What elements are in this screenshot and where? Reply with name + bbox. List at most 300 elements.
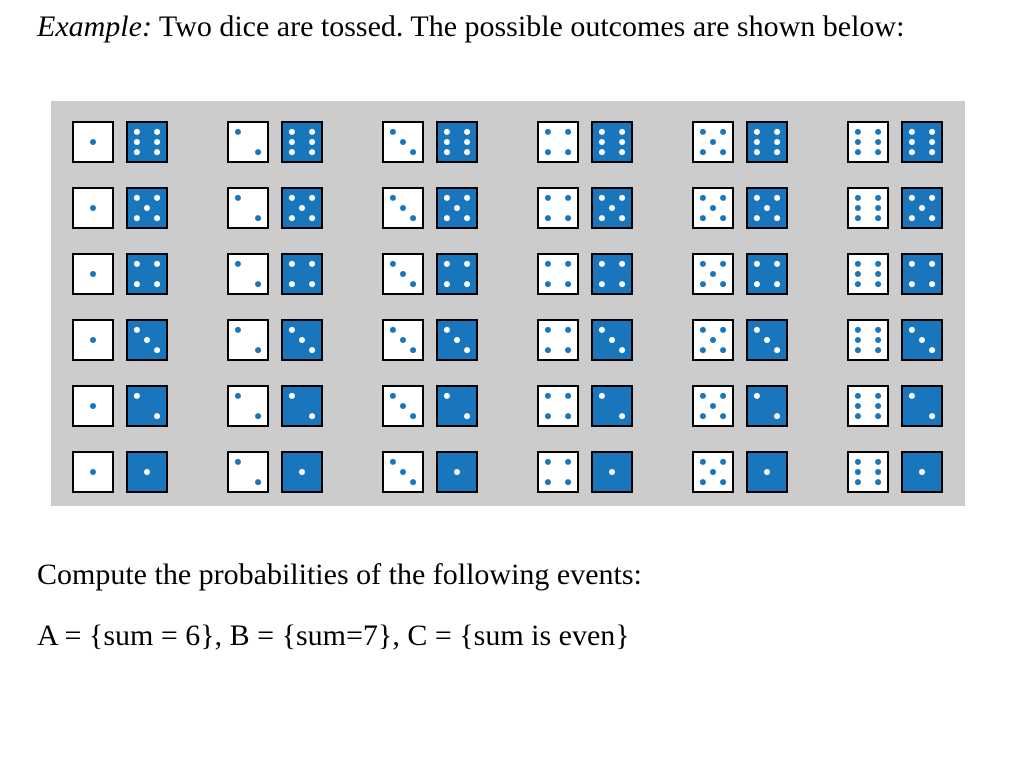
blue-die <box>437 188 477 228</box>
die-pip <box>309 281 315 287</box>
die-pip <box>700 479 706 485</box>
die-pip <box>929 281 935 287</box>
die-pip <box>400 271 406 277</box>
die-pip <box>875 195 881 201</box>
die-pip <box>909 149 915 155</box>
die-pip <box>700 195 706 201</box>
die-face <box>902 254 942 294</box>
die-pip <box>875 469 881 475</box>
die-pip <box>464 347 470 353</box>
die-pip <box>609 337 615 343</box>
white-die <box>848 122 888 162</box>
die-pip <box>444 281 450 287</box>
die-pip <box>754 215 760 221</box>
white-die <box>73 188 113 228</box>
die-pip <box>255 281 261 287</box>
blue-die <box>282 122 322 162</box>
die-pip <box>754 327 760 333</box>
die-pip <box>700 261 706 267</box>
die-face <box>127 254 167 294</box>
die-pip <box>754 281 760 287</box>
die-pip <box>720 215 726 221</box>
die-pip <box>390 459 396 465</box>
die-pip <box>774 413 780 419</box>
die-pip <box>754 149 760 155</box>
die-pip <box>599 139 605 145</box>
die-face <box>282 254 322 294</box>
white-die <box>693 122 733 162</box>
die-pip <box>700 327 706 333</box>
die-face <box>228 386 268 426</box>
white-die <box>848 188 888 228</box>
die-pip <box>929 261 935 267</box>
die-pip <box>929 129 935 135</box>
white-die <box>848 452 888 492</box>
die-pip <box>134 195 140 201</box>
blue-die <box>747 452 787 492</box>
white-die <box>848 320 888 360</box>
die-pip <box>855 347 861 353</box>
die-pip <box>565 149 571 155</box>
die-pip <box>754 261 760 267</box>
die-pip <box>309 129 315 135</box>
die-pip <box>390 129 396 135</box>
die-pip <box>154 347 160 353</box>
die-pip <box>410 413 416 419</box>
example-label: Example: <box>37 10 152 43</box>
die-face <box>538 386 578 426</box>
die-face <box>902 122 942 162</box>
die-face <box>848 254 888 294</box>
die-pip <box>289 129 295 135</box>
die-pip <box>909 281 915 287</box>
die-pip <box>710 271 716 277</box>
die-pip <box>90 271 96 277</box>
die-pip <box>700 413 706 419</box>
die-pip <box>134 261 140 267</box>
die-pip <box>144 469 150 475</box>
die-pip <box>134 215 140 221</box>
die-pip <box>545 281 551 287</box>
die-pip <box>919 205 925 211</box>
die-face <box>592 386 632 426</box>
die-pip <box>565 327 571 333</box>
die-pip <box>619 215 625 221</box>
die-face <box>437 386 477 426</box>
die-pip <box>855 271 861 277</box>
blue-die <box>747 122 787 162</box>
die-pip <box>774 347 780 353</box>
dice-outcomes-panel <box>51 101 965 506</box>
die-pip <box>90 139 96 145</box>
die-pip <box>134 149 140 155</box>
die-pip <box>545 261 551 267</box>
blue-die <box>127 188 167 228</box>
die-pip <box>875 479 881 485</box>
die-pip <box>545 149 551 155</box>
die-pip <box>454 205 460 211</box>
die-pip <box>700 347 706 353</box>
die-face <box>747 254 787 294</box>
blue-die <box>747 320 787 360</box>
die-pip <box>309 347 315 353</box>
die-pip <box>774 149 780 155</box>
die-pip <box>619 149 625 155</box>
die-pip <box>875 129 881 135</box>
die-pip <box>565 195 571 201</box>
die-pip <box>154 149 160 155</box>
die-face <box>127 386 167 426</box>
die-pip <box>235 261 241 267</box>
die-face <box>228 188 268 228</box>
die-pip <box>619 281 625 287</box>
blue-die <box>747 386 787 426</box>
die-pip <box>599 195 605 201</box>
white-die <box>228 188 268 228</box>
die-pip <box>619 195 625 201</box>
die-pip <box>855 195 861 201</box>
die-pip <box>710 205 716 211</box>
die-pip <box>774 261 780 267</box>
die-pip <box>255 347 261 353</box>
die-pip <box>875 347 881 353</box>
die-pip <box>875 261 881 267</box>
die-pip <box>545 129 551 135</box>
white-die <box>693 386 733 426</box>
die-pip <box>855 261 861 267</box>
blue-die <box>902 386 942 426</box>
die-pip <box>720 261 726 267</box>
die-pip <box>929 149 935 155</box>
die-pip <box>464 129 470 135</box>
die-pip <box>444 149 450 155</box>
die-pip <box>565 393 571 399</box>
die-face <box>747 122 787 162</box>
die-pip <box>764 205 770 211</box>
die-face <box>848 452 888 492</box>
die-face <box>437 254 477 294</box>
die-face <box>282 122 322 162</box>
white-die <box>228 320 268 360</box>
die-pip <box>754 195 760 201</box>
die-pip <box>929 413 935 419</box>
die-pip <box>444 129 450 135</box>
die-pip <box>289 149 295 155</box>
die-pip <box>599 149 605 155</box>
die-pip <box>875 281 881 287</box>
die-pip <box>154 195 160 201</box>
blue-die <box>592 254 632 294</box>
die-pip <box>700 215 706 221</box>
die-pip <box>565 479 571 485</box>
die-pip <box>90 469 96 475</box>
die-pip <box>919 469 925 475</box>
die-pip <box>545 393 551 399</box>
die-pip <box>565 459 571 465</box>
blue-die <box>902 122 942 162</box>
die-pip <box>444 215 450 221</box>
die-pip <box>289 195 295 201</box>
die-pip <box>720 393 726 399</box>
die-pip <box>565 281 571 287</box>
die-pip <box>144 337 150 343</box>
die-pip <box>774 281 780 287</box>
die-pip <box>565 215 571 221</box>
die-pip <box>875 205 881 211</box>
die-pip <box>855 459 861 465</box>
die-pip <box>444 327 450 333</box>
die-pip <box>619 347 625 353</box>
die-pip <box>609 469 615 475</box>
die-pip <box>875 149 881 155</box>
die-pip <box>720 195 726 201</box>
die-pip <box>410 281 416 287</box>
die-face <box>592 254 632 294</box>
blue-die <box>592 188 632 228</box>
die-pip <box>90 403 96 409</box>
die-pip <box>154 129 160 135</box>
die-face <box>127 122 167 162</box>
die-pip <box>299 205 305 211</box>
die-pip <box>774 139 780 145</box>
die-pip <box>754 129 760 135</box>
die-pip <box>875 215 881 221</box>
die-face <box>747 386 787 426</box>
die-pip <box>545 479 551 485</box>
white-die <box>73 254 113 294</box>
die-pip <box>909 195 915 201</box>
white-die <box>383 122 423 162</box>
die-pip <box>875 327 881 333</box>
white-die <box>538 122 578 162</box>
die-pip <box>410 149 416 155</box>
die-pip <box>134 327 140 333</box>
die-pip <box>754 393 760 399</box>
blue-die <box>282 254 322 294</box>
blue-die <box>437 452 477 492</box>
white-die <box>848 254 888 294</box>
die-pip <box>400 139 406 145</box>
die-pip <box>855 337 861 343</box>
die-face <box>538 320 578 360</box>
die-pip <box>464 139 470 145</box>
die-pip <box>134 129 140 135</box>
blue-die <box>747 188 787 228</box>
die-pip <box>410 215 416 221</box>
die-pip <box>909 327 915 333</box>
die-pip <box>545 459 551 465</box>
die-pip <box>309 413 315 419</box>
die-pip <box>255 479 261 485</box>
die-face <box>848 188 888 228</box>
die-pip <box>909 129 915 135</box>
die-pip <box>299 337 305 343</box>
white-die <box>228 452 268 492</box>
blue-die <box>127 386 167 426</box>
die-pip <box>875 459 881 465</box>
white-die <box>73 320 113 360</box>
die-pip <box>855 205 861 211</box>
die-face <box>848 386 888 426</box>
die-face <box>902 386 942 426</box>
die-pip <box>289 215 295 221</box>
die-pip <box>599 261 605 267</box>
white-die <box>538 386 578 426</box>
die-pip <box>235 195 241 201</box>
die-pip <box>710 403 716 409</box>
white-die <box>228 386 268 426</box>
die-pip <box>565 129 571 135</box>
die-pip <box>710 139 716 145</box>
die-pip <box>154 413 160 419</box>
die-pip <box>909 215 915 221</box>
die-pip <box>599 215 605 221</box>
die-pip <box>464 281 470 287</box>
die-pip <box>400 469 406 475</box>
die-pip <box>565 347 571 353</box>
white-die <box>383 386 423 426</box>
die-pip <box>235 459 241 465</box>
die-pip <box>720 149 726 155</box>
die-pip <box>454 337 460 343</box>
white-die <box>383 254 423 294</box>
die-pip <box>710 469 716 475</box>
die-pip <box>599 327 605 333</box>
die-pip <box>464 149 470 155</box>
die-face <box>848 320 888 360</box>
blue-die <box>437 386 477 426</box>
die-pip <box>875 393 881 399</box>
die-pip <box>774 195 780 201</box>
die-pip <box>255 215 261 221</box>
die-pip <box>929 139 935 145</box>
white-die <box>693 254 733 294</box>
white-die <box>383 452 423 492</box>
die-pip <box>875 271 881 277</box>
die-pip <box>700 129 706 135</box>
blue-die <box>437 122 477 162</box>
die-pip <box>545 215 551 221</box>
die-pip <box>255 413 261 419</box>
die-pip <box>875 413 881 419</box>
die-pip <box>929 215 935 221</box>
die-pip <box>400 403 406 409</box>
events-definition: A = {sum = 6}, B = {sum=7}, C = {sum is even} <box>37 619 630 652</box>
white-die <box>538 254 578 294</box>
die-pip <box>444 393 450 399</box>
die-face <box>228 122 268 162</box>
die-pip <box>309 261 315 267</box>
die-pip <box>855 403 861 409</box>
intro-text <box>37 6 997 48</box>
die-face <box>538 254 578 294</box>
die-face <box>228 254 268 294</box>
blue-die <box>902 452 942 492</box>
die-pip <box>289 261 295 267</box>
die-pip <box>700 459 706 465</box>
die-pip <box>299 469 305 475</box>
blue-die <box>902 320 942 360</box>
die-pip <box>410 479 416 485</box>
question-prompt: Compute the probabilities of the following events: <box>37 558 642 591</box>
die-pip <box>545 413 551 419</box>
die-pip <box>599 129 605 135</box>
die-pip <box>464 413 470 419</box>
die-pip <box>619 129 625 135</box>
die-pip <box>134 281 140 287</box>
die-face <box>282 386 322 426</box>
die-pip <box>855 479 861 485</box>
die-face <box>848 122 888 162</box>
die-pip <box>289 327 295 333</box>
die-pip <box>565 261 571 267</box>
blue-die <box>437 254 477 294</box>
die-pip <box>774 129 780 135</box>
blue-die <box>127 452 167 492</box>
die-pip <box>720 413 726 419</box>
die-face <box>538 122 578 162</box>
die-pip <box>720 327 726 333</box>
blue-die <box>592 386 632 426</box>
die-pip <box>720 347 726 353</box>
white-die <box>73 452 113 492</box>
die-pip <box>875 139 881 145</box>
die-pip <box>720 479 726 485</box>
die-pip <box>619 261 625 267</box>
die-pip <box>154 261 160 267</box>
die-pip <box>400 205 406 211</box>
die-pip <box>855 469 861 475</box>
die-pip <box>454 469 460 475</box>
white-die <box>538 452 578 492</box>
die-face <box>538 188 578 228</box>
die-pip <box>464 261 470 267</box>
die-pip <box>154 139 160 145</box>
die-pip <box>309 139 315 145</box>
die-pip <box>154 281 160 287</box>
die-pip <box>464 195 470 201</box>
blue-die <box>282 452 322 492</box>
die-pip <box>410 347 416 353</box>
die-face <box>228 452 268 492</box>
die-pip <box>700 393 706 399</box>
die-pip <box>855 281 861 287</box>
blue-die <box>592 452 632 492</box>
blue-die <box>127 254 167 294</box>
white-die <box>383 320 423 360</box>
die-pip <box>309 149 315 155</box>
die-pip <box>309 195 315 201</box>
blue-die <box>282 386 322 426</box>
dice-outcomes-grid <box>51 101 965 506</box>
die-pip <box>390 327 396 333</box>
die-face <box>437 122 477 162</box>
die-pip <box>444 261 450 267</box>
die-face <box>538 452 578 492</box>
die-pip <box>720 459 726 465</box>
die-pip <box>875 403 881 409</box>
white-die <box>693 452 733 492</box>
die-pip <box>235 129 241 135</box>
die-pip <box>909 393 915 399</box>
white-die <box>383 188 423 228</box>
white-die <box>538 188 578 228</box>
die-pip <box>855 149 861 155</box>
die-pip <box>875 337 881 343</box>
die-pip <box>909 261 915 267</box>
white-die <box>693 188 733 228</box>
die-pip <box>855 215 861 221</box>
